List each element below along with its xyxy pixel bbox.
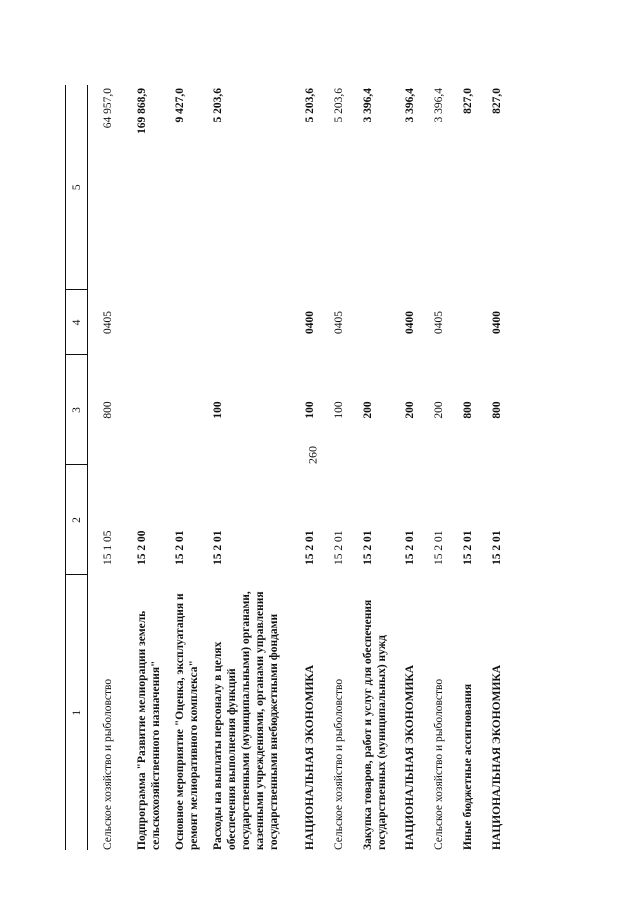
- row-amount: 3 396,4: [404, 88, 416, 123]
- header-col-4: 4: [66, 290, 88, 355]
- row-code: 15 2 01: [304, 530, 316, 565]
- header-col-3: 3: [66, 355, 88, 465]
- row-section: [461, 290, 490, 355]
- table-row: [461, 85, 490, 850]
- row-section: 0405: [102, 311, 114, 334]
- row-amount: 827,0: [462, 88, 474, 114]
- row-section: 0400: [304, 311, 316, 334]
- row-section: 0405: [333, 311, 345, 334]
- row-code: 15 2 01: [491, 530, 503, 565]
- row-amount: 5 203,6: [333, 88, 345, 123]
- row-section: [211, 290, 303, 355]
- row-expense-type: 200: [433, 401, 445, 419]
- row-amount: 64 957,0: [102, 88, 114, 129]
- table-row: [403, 85, 432, 850]
- table-row: [332, 85, 361, 850]
- row-expense-type: 200: [404, 401, 416, 419]
- row-name: НАЦИОНАЛЬНАЯ ЭКОНОМИКА: [304, 664, 316, 850]
- row-amount: 9 427,0: [174, 88, 186, 123]
- page-number: 260: [305, 446, 320, 464]
- row-expense-type: 800: [462, 401, 474, 419]
- row-section: 0400: [404, 311, 416, 334]
- row-amount: 5 203,6: [304, 88, 316, 123]
- row-name: Сельское хозяйство и рыболовство: [333, 678, 345, 850]
- header-col-1: 1: [66, 575, 88, 850]
- row-name: Расходы на выплаты персоналу в целях обеспечения выполнения функций государственными (муниципальными) органами, казенными учреждениями, органами управления государственными внебюджетными фондами: [212, 591, 280, 850]
- row-section: [135, 290, 173, 355]
- row-name: НАЦИОНАЛЬНАЯ ЭКОНОМИКА: [404, 664, 416, 850]
- row-section: 0405: [433, 311, 445, 334]
- table-header-row: [66, 85, 88, 850]
- row-name: Иные бюджетные ассигнования: [462, 683, 474, 850]
- table-row: [135, 85, 173, 850]
- row-code: 15 2 01: [362, 530, 374, 565]
- row-code: 15 2 01: [333, 530, 345, 565]
- row-expense-type: 100: [333, 401, 345, 419]
- row-expense-type: [173, 355, 211, 465]
- table-row: [490, 85, 519, 850]
- row-name: Закупка товаров, работ и услуг для обеспечения государственных (муниципальных) нужд: [362, 599, 388, 850]
- row-amount: 827,0: [491, 88, 503, 114]
- row-code: 15 1 05: [102, 530, 114, 565]
- row-expense-type: 800: [491, 401, 503, 419]
- table-row: [303, 85, 332, 850]
- row-amount: 3 396,4: [362, 88, 374, 123]
- row-name: Сельское хозяйство и рыболовство: [433, 678, 445, 850]
- table-row: [211, 85, 303, 850]
- row-section: [361, 290, 403, 355]
- row-code: 15 2 01: [462, 530, 474, 565]
- row-code: 15 2 01: [212, 530, 224, 565]
- header-col-2: 2: [66, 465, 88, 575]
- row-expense-type: [135, 355, 173, 465]
- table-row: [173, 85, 211, 850]
- table-row: [88, 85, 136, 850]
- row-amount: 169 868,9: [136, 88, 148, 134]
- row-amount: 5 203,6: [212, 88, 224, 123]
- budget-table: [65, 85, 519, 850]
- row-code: 15 2 01: [174, 530, 186, 565]
- row-code: 15 2 01: [433, 530, 445, 565]
- row-expense-type: 100: [212, 401, 224, 419]
- table-row: [361, 85, 403, 850]
- row-code: 15 2 01: [404, 530, 416, 565]
- row-expense-type: 800: [102, 401, 114, 419]
- row-expense-type: 200: [362, 401, 374, 419]
- row-section: 0400: [491, 311, 503, 334]
- budget-table-sheet: [65, 85, 575, 850]
- row-code: 15 2 00: [136, 530, 148, 565]
- row-name: Сельское хозяйство и рыболовство: [102, 678, 114, 850]
- row-section: [173, 290, 211, 355]
- row-name: Подпрограмма "Развитие мелиорации земель сельскохозяйственного назначения": [136, 610, 162, 850]
- row-amount: 3 396,4: [433, 88, 445, 123]
- row-expense-type: 100: [304, 401, 316, 419]
- row-name: НАЦИОНАЛЬНАЯ ЭКОНОМИКА: [491, 664, 503, 850]
- header-col-5: 5: [66, 85, 88, 290]
- row-name: Основное мероприятие "Оценка, эксплуатация и ремонт мелиоративного комплекса": [174, 593, 200, 850]
- table-row: [432, 85, 461, 850]
